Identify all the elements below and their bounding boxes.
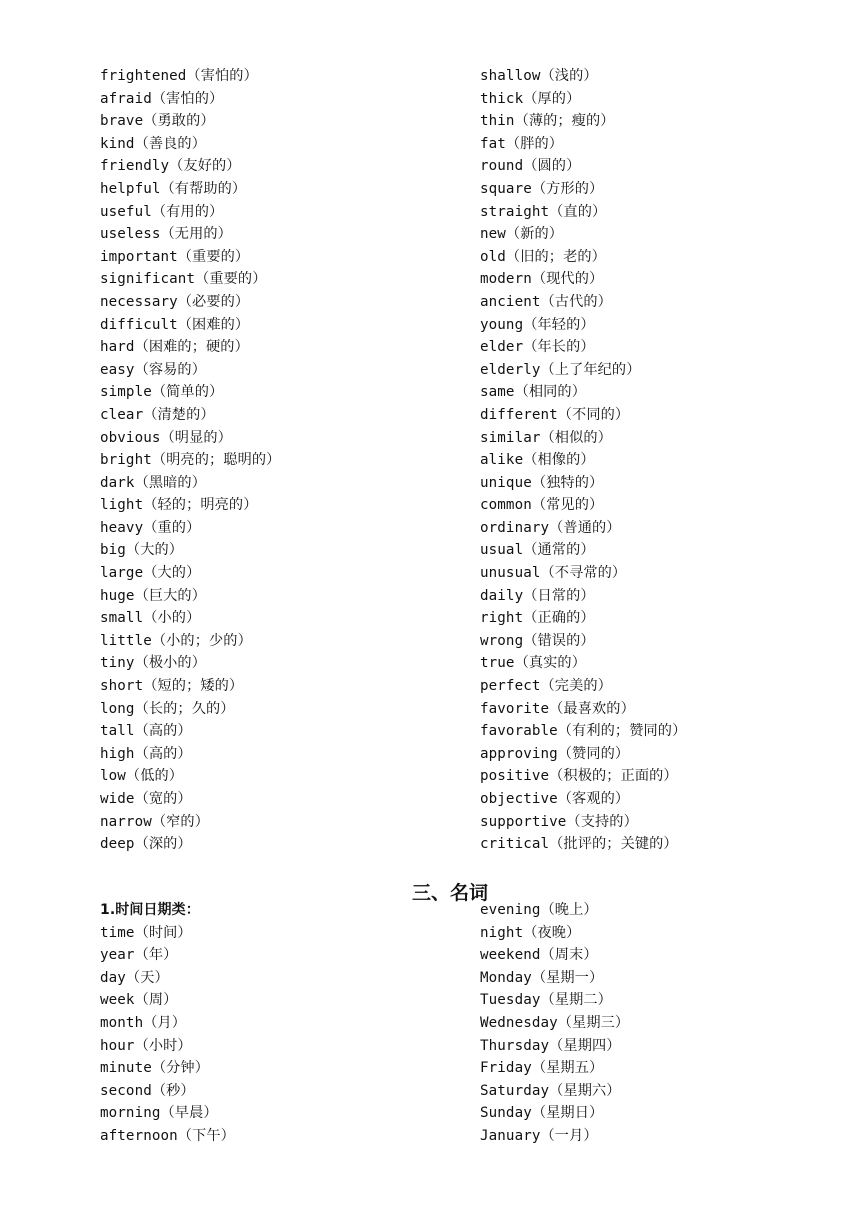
vocab-item: huge（巨大的） [100,587,207,604]
vocab-item: Saturday（星期六） [480,1082,621,1099]
vocab-item: hard（困难的；硬的） [100,339,249,356]
vocab-item: brave（勇敢的） [100,113,215,130]
vocab-item: favorable（有利的；赞同的） [480,723,687,740]
vocab-item: big（大的） [100,542,184,559]
vocab-item: unusual（不寻常的） [480,565,627,582]
vocab-item: short（短的；矮的） [100,678,244,695]
vocab-item: light（轻的；明亮的） [100,497,258,514]
vocab-item: hour（小时） [100,1037,192,1054]
vocab-item: simple（简单的） [100,384,224,401]
vocab-item: kind（善良的） [100,135,207,152]
vocab-item: weekend（周末） [480,947,598,964]
vocab-item: friendly（友好的） [100,158,241,175]
noun-list-left [100,899,235,1148]
vocab-item: Sunday（星期日） [480,1105,604,1122]
vocab-item: morning（早晨） [100,1105,218,1122]
vocab-item: high（高的） [100,745,192,762]
vocab-item: bright（明亮的；聪明的） [100,452,281,469]
vocab-item: heavy（重的） [100,519,201,536]
vocab-item: square（方形的） [480,180,604,197]
vocab-item: large（大的） [100,565,201,582]
vocab-item: deep（深的） [100,836,192,853]
vocab-item: minute（分钟） [100,1060,209,1077]
vocab-item: elderly（上了年纪的） [480,361,641,378]
adjective-list-left [100,65,280,856]
section-title-nouns: 三、名词 [411,881,488,904]
vocab-item: Wednesday（星期三） [480,1014,630,1031]
vocab-item: afraid（害怕的） [100,90,224,107]
vocab-item: Thursday（星期四） [480,1037,621,1054]
vocab-item: small（小的） [100,610,201,627]
vocab-item: critical（批评的；关键的） [480,836,678,853]
vocab-item: long（长的；久的） [100,700,235,717]
vocab-item: difficult（困难的） [100,316,250,333]
noun-list-right [480,899,629,1148]
vocab-item: ancient（古代的） [480,293,612,310]
subheading-time-date: 1.时间日期类： [100,902,200,918]
vocab-item: Monday（星期一） [480,969,604,986]
vocab-item: obvious（明显的） [100,429,232,446]
vocab-item: tiny（极小的） [100,655,207,672]
vocab-item: elder（年长的） [480,339,595,356]
vocab-item: month（月） [100,1014,187,1031]
vocab-item: objective（客观的） [480,791,630,807]
vocab-item: unique（独特的） [480,474,604,491]
vocab-item: different（不同的） [480,406,630,423]
vocab-item: perfect（完美的） [480,678,612,695]
vocab-item: similar（相似的） [480,429,612,446]
vocab-item: afternoon（下午） [100,1127,235,1144]
vocab-item: frightened（害怕的） [100,68,258,84]
vocab-item: right（正确的） [480,610,595,627]
vocab-item: easy（容易的） [100,361,207,378]
vocab-item: little（小的；少的） [100,632,252,649]
vocab-item: thin（薄的；瘦的） [480,113,615,130]
vocab-item: modern（现代的） [480,271,604,288]
vocab-item: low（低的） [100,768,184,785]
vocab-item: tall（高的） [100,723,192,740]
vocab-item: alike（相像的） [480,452,595,469]
vocab-item: ordinary（普通的） [480,519,621,536]
vocab-item: thick（厚的） [480,90,581,107]
vocab-item: Friday（星期五） [480,1060,604,1077]
vocab-item: helpful（有帮助的） [100,180,247,197]
vocab-item: usual（通常的） [480,542,595,559]
vocab-item: positive（积极的；正面的） [480,768,678,785]
vocab-item: important（重要的） [100,248,250,265]
vocab-item: clear（清楚的） [100,406,215,423]
adjective-list-right [480,65,686,856]
vocab-item: second（秒） [100,1082,195,1099]
vocab-item: old（旧的；老的） [480,248,606,265]
vocab-item: daily（日常的） [480,587,595,604]
vocab-item: round（圆的） [480,158,581,175]
vocab-item: approving（赞同的） [480,745,630,762]
vocab-item: young（年轻的） [480,316,595,333]
vocab-item: true（真实的） [480,655,587,672]
vocab-item: shallow（浅的） [480,68,598,84]
vocab-item: new（新的） [480,226,564,243]
vocab-item: day（天） [100,969,169,986]
vocab-item: time（时间） [100,924,192,941]
vocab-item: week（周） [100,992,178,1009]
vocab-item: dark（黑暗的） [100,474,207,491]
vocab-item: favorite（最喜欢的） [480,700,635,717]
vocab-item: wrong（错误的） [480,632,595,649]
vocab-item: useless（无用的） [100,226,232,243]
vocab-item: necessary（必要的） [100,293,250,310]
vocab-item: January（一月） [480,1127,598,1144]
vocab-item: evening（晚上） [480,902,598,918]
vocab-item: common（常见的） [480,497,604,514]
vocab-item: night（夜晚） [480,924,581,941]
vocab-item: Tuesday（星期二） [480,992,612,1009]
vocab-item: narrow（窄的） [100,813,209,830]
vocab-item: same（相同的） [480,384,587,401]
vocab-item: straight（直的） [480,203,607,220]
vocab-item: useful（有用的） [100,203,224,220]
vocab-item: fat（胖的） [480,135,564,152]
vocab-item: significant（重要的） [100,271,267,288]
vocab-item: supportive（支持的） [480,813,638,830]
vocab-item: year（年） [100,947,178,964]
vocab-item: wide（宽的） [100,791,192,807]
